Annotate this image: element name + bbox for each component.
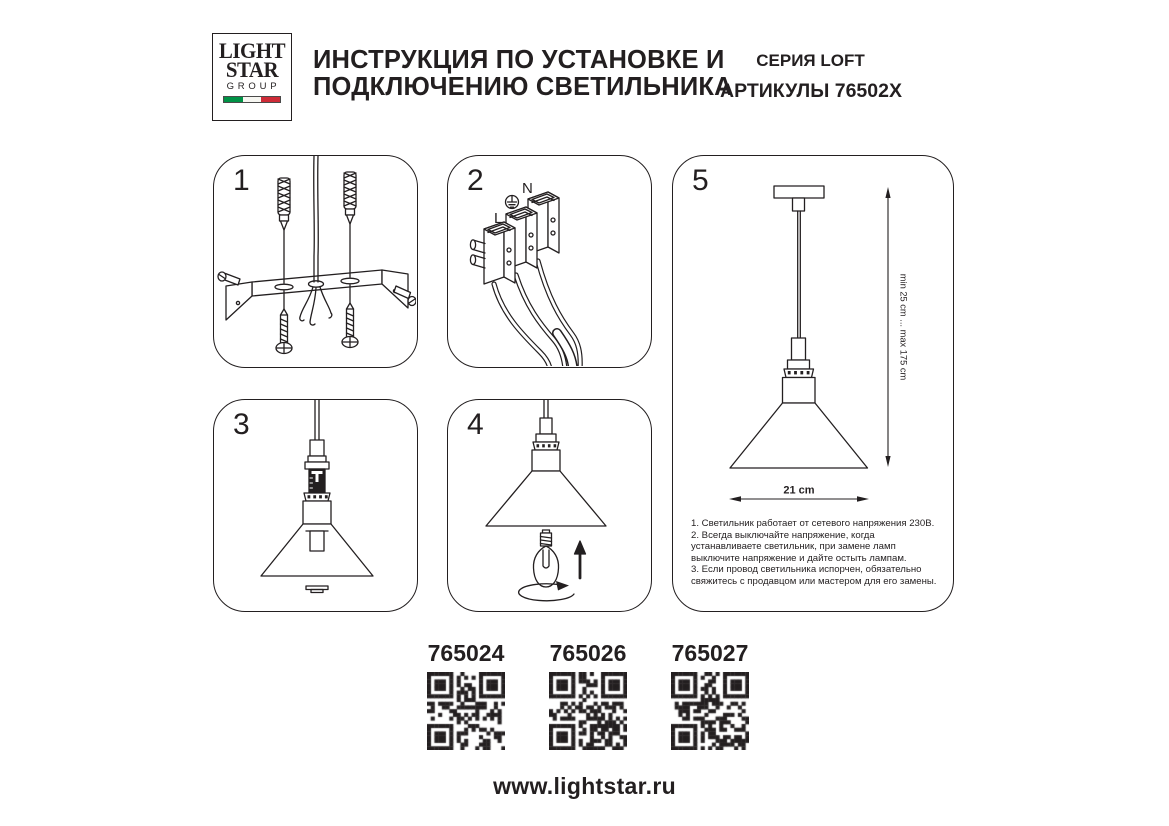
article-qr-row — [0, 640, 1169, 760]
safety-notes — [691, 518, 943, 588]
lightstar-logo — [212, 33, 292, 121]
step-number-4: 4 — [467, 408, 484, 441]
step-number-5: 5 — [692, 164, 709, 197]
step-number-2: 2 — [467, 164, 484, 197]
safety-note-2: 2. Всегда выключайте напряжение, когда устанавливаете светильник, при замене ламп выключите напряжение и дайте остыть лампам. — [691, 529, 907, 564]
neutral-wire-label: N — [522, 180, 533, 197]
step-5-panel — [672, 155, 954, 612]
bulb-installation-drawing — [448, 400, 650, 610]
articles-label: АРТИКУЛЫ 76502X — [720, 80, 902, 102]
title-line-1: ИНСТРУКЦИЯ ПО УСТАНОВКЕ И — [313, 46, 725, 74]
footer-url: www.lightstar.ru — [493, 773, 676, 799]
step-1-panel — [213, 155, 418, 368]
qr-code — [427, 672, 505, 750]
article-number: 765026 — [549, 640, 627, 666]
article-number: 765024 — [427, 640, 505, 666]
mounting-bracket-drawing — [214, 156, 416, 366]
title-line-2: ПОДКЛЮЧЕНИЮ СВЕТИЛЬНИКА — [313, 73, 733, 101]
page-title — [313, 47, 733, 101]
logo-word-star: STAR — [225, 57, 279, 82]
step-number-3: 3 — [233, 408, 250, 441]
qr-code — [549, 672, 627, 750]
series-label: СЕРИЯ LOFT — [756, 51, 865, 70]
logo-word-light: LIGHT — [218, 38, 286, 63]
step-4-panel — [447, 399, 652, 612]
safety-note-3: 3. Если провод светильника испорчен, обязательно свяжитесь с продавцом или мастером для его замены. — [691, 564, 937, 587]
width-dimension-label: 21 cm — [783, 484, 815, 497]
logo-word-group: GROUP — [226, 81, 281, 92]
socket-assembly-drawing — [214, 400, 416, 610]
step-3-panel — [213, 399, 418, 612]
terminal-block-drawing — [448, 156, 650, 366]
italian-flag-icon — [223, 96, 281, 103]
safety-note-1: 1. Светильник работает от сетевого напряжения 230В. — [691, 518, 935, 529]
live-wire-label: L — [494, 210, 503, 227]
qr-code — [671, 672, 749, 750]
step-number-1: 1 — [233, 164, 250, 197]
step-2-panel — [447, 155, 652, 368]
height-dimension-label: min 25 cm ... max 175 cm — [898, 273, 909, 381]
pendant-dimensions-drawing — [673, 156, 952, 516]
article-number: 765027 — [671, 640, 749, 666]
